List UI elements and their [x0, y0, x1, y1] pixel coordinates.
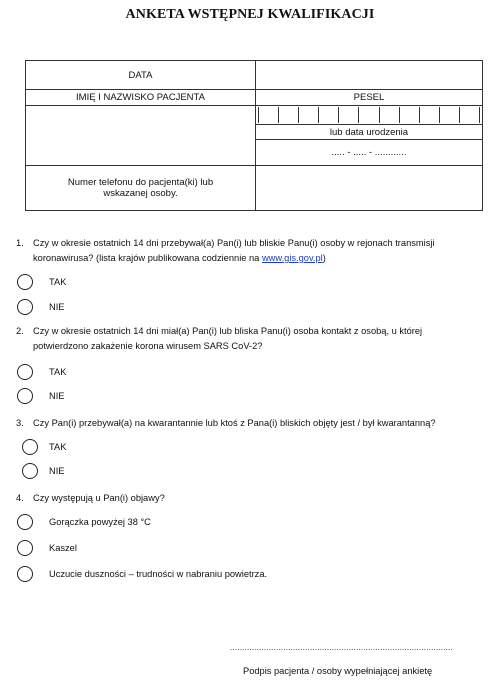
question-text-line1: Czy występują u Pan(i) objawy?: [33, 493, 165, 503]
patient-info-table: [25, 60, 483, 211]
birthdate-field[interactable]: ..... - ..... - ............: [256, 140, 483, 166]
radio-circle-icon[interactable]: [17, 274, 33, 290]
option-label: Kaszel: [49, 543, 77, 553]
question-number: 2.: [16, 326, 24, 336]
question-text-line1: Czy w okresie ostatnich 14 dni przebywał(a) Pan(i) lub bliskie Panu(i) osoby w rejonach transmisji: [33, 238, 435, 248]
question-text-line2: potwierdzono zakażenie korona wirusem SARS CoV-2?: [33, 341, 263, 351]
pesel-digit-box[interactable]: [419, 107, 439, 123]
option-q4-fever[interactable]: [17, 514, 151, 530]
radio-circle-icon[interactable]: [17, 388, 33, 404]
gis-link[interactable]: www.gis.gov.pl: [261, 253, 323, 263]
option-q1-tak[interactable]: [17, 274, 67, 290]
option-label: TAK: [49, 277, 67, 287]
date-field[interactable]: [256, 61, 483, 90]
option-label: TAK: [49, 442, 67, 452]
document-title: ANKETA WSTĘPNEJ KWALIFIKACJI: [125, 7, 375, 22]
radio-circle-icon[interactable]: [17, 364, 33, 380]
question-text-line1: Czy Pan(i) przebywał(a) na kwarantannie lub ktoś z Pana(i) bliskich objęty jest / był kwarantanną?: [33, 418, 436, 428]
option-label: Uczucie duszności – trudności w nabraniu powietrza.: [49, 569, 268, 579]
option-q3-tak[interactable]: [22, 439, 67, 455]
pesel-digit-box[interactable]: [278, 107, 298, 123]
option-label: TAK: [49, 367, 67, 377]
question-number: 3.: [16, 418, 24, 428]
pesel-digit-box[interactable]: [399, 107, 419, 123]
pesel-digit-boxes[interactable]: [258, 107, 480, 123]
radio-circle-icon[interactable]: [22, 439, 38, 455]
question-text-line2: [33, 251, 483, 266]
option-label: NIE: [49, 302, 65, 312]
radio-circle-icon[interactable]: [17, 566, 33, 582]
question-text: ): [322, 253, 326, 263]
pesel-label: PESEL: [256, 90, 483, 106]
option-q4-dyspnea[interactable]: [17, 566, 268, 582]
option-q2-tak[interactable]: [17, 364, 67, 380]
question-text-line1: Czy w okresie ostatnich 14 dni miał(a) Pan(i) lub bliska Panu(i) osoba kontakt z osobą, u której: [33, 326, 423, 336]
name-label: IMIĘ I NAZWISKO PACJENTA: [26, 90, 256, 106]
pesel-digit-box[interactable]: [379, 107, 399, 123]
pesel-digit-box[interactable]: [439, 107, 459, 123]
radio-circle-icon[interactable]: [17, 514, 33, 530]
signature-label: Podpis pacjenta / osoby wypełniającej ankietę: [243, 666, 433, 676]
option-q1-nie[interactable]: [17, 299, 65, 315]
phone-label: [26, 166, 256, 211]
pesel-digit-box[interactable]: [318, 107, 338, 123]
question-number: 4.: [16, 493, 24, 503]
option-q2-nie[interactable]: [17, 388, 65, 404]
option-q3-nie[interactable]: [22, 463, 65, 479]
pesel-digit-box[interactable]: [459, 107, 480, 123]
phone-field[interactable]: [256, 166, 483, 211]
option-q4-cough[interactable]: [17, 540, 77, 556]
pesel-digit-box[interactable]: [358, 107, 378, 123]
radio-circle-icon[interactable]: [22, 463, 38, 479]
option-label: NIE: [49, 466, 65, 476]
date-label: DATA: [26, 61, 256, 90]
phone-label-line2: wskazanej osoby.: [103, 188, 178, 199]
option-label: NIE: [49, 391, 65, 401]
pesel-digit-box[interactable]: [338, 107, 358, 123]
question-text: koronawirusa? (lista krajów publikowana codziennie na: [33, 253, 262, 263]
pesel-field[interactable]: [256, 106, 483, 125]
option-label: Gorączka powyżej 38 °C: [49, 517, 151, 527]
pesel-digit-box[interactable]: [298, 107, 318, 123]
question-number: 1.: [16, 238, 24, 248]
phone-label-line1: Numer telefonu do pacjenta(ki) lub: [67, 177, 214, 188]
pesel-digit-box[interactable]: [258, 107, 278, 123]
signature-line[interactable]: ............................................................................................: [230, 643, 453, 652]
birthdate-label: lub data urodzenia: [256, 125, 483, 140]
name-field[interactable]: [26, 106, 256, 166]
radio-circle-icon[interactable]: [17, 299, 33, 315]
radio-circle-icon[interactable]: [17, 540, 33, 556]
